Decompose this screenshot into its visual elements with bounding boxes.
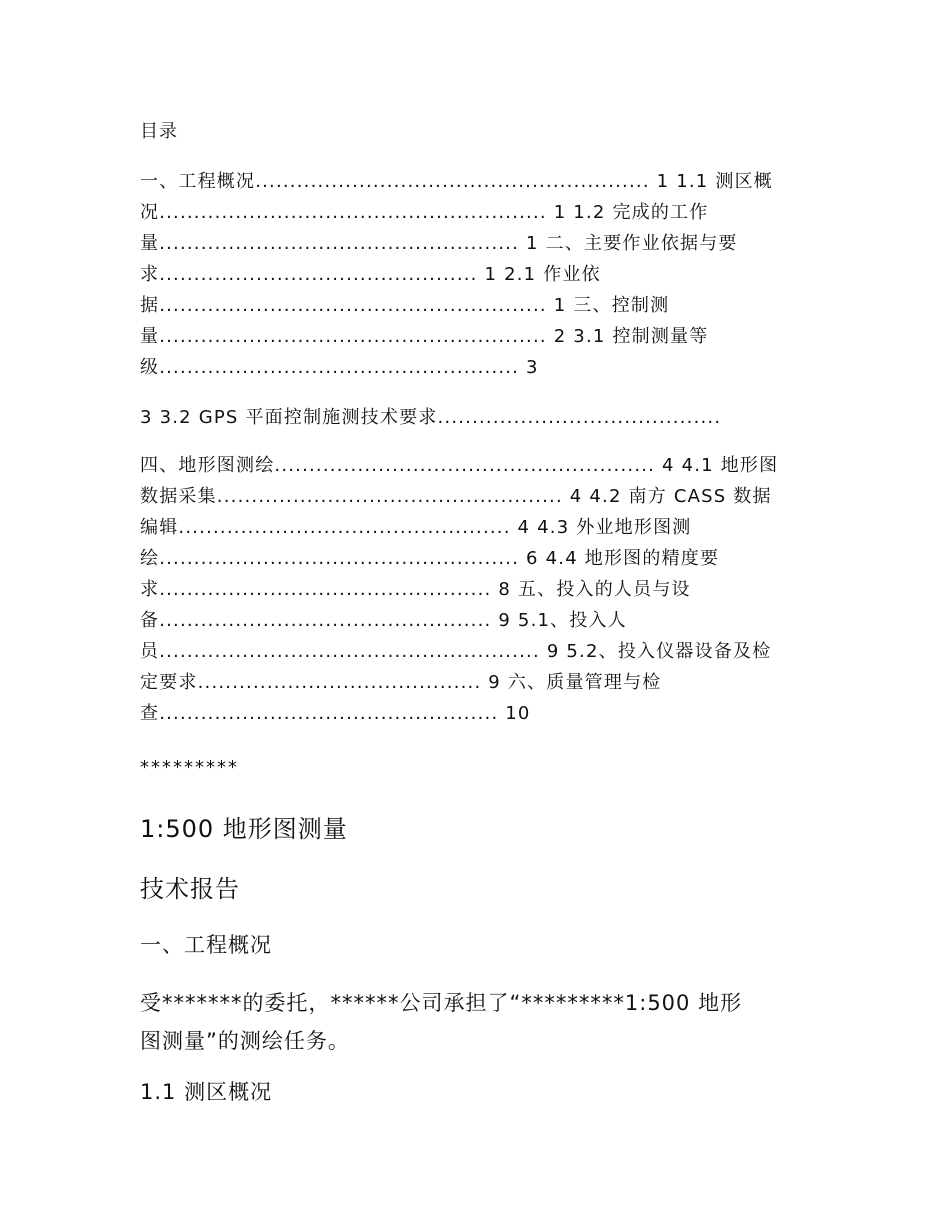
toc-line: 求................................................ 8 五、投入的人员与设 bbox=[140, 579, 691, 600]
section-heading: 一、工程概况 bbox=[140, 933, 272, 957]
document-title: 1:500 地形图测量 bbox=[140, 815, 348, 843]
toc-block bbox=[140, 166, 820, 383]
toc-title: 目录 bbox=[140, 121, 178, 142]
toc-line: 量........................................................ 2 3.1 控制测量等 bbox=[140, 326, 709, 347]
toc-line: 级.................................................... 3 bbox=[140, 357, 539, 378]
toc-line: 绘.................................................... 6 4.4 地形图的精度要 bbox=[140, 548, 720, 569]
toc-line: 定要求......................................... 9 六、质量管理与检 bbox=[140, 672, 662, 693]
toc-line: 据........................................................ 1 三、控制测 bbox=[140, 295, 670, 316]
toc-line: 员....................................................... 9 5.2、投入仪器设备及检 bbox=[140, 641, 772, 662]
body-paragraph bbox=[140, 984, 830, 1060]
toc-block bbox=[140, 402, 820, 433]
separator: ********* bbox=[140, 757, 239, 778]
toc-line: 量.................................................... 1 二、主要作业依据与要 bbox=[140, 233, 738, 254]
toc-line: 数据采集.................................................. 4 4.2 南方 CASS 数据 bbox=[140, 486, 772, 507]
toc-line: 求.............................................. 1 2.1 作业依 bbox=[140, 264, 601, 285]
subsection-heading: 1.1 测区概况 bbox=[140, 1080, 273, 1104]
paragraph-line: 图测量”的测绘任务。 bbox=[140, 1029, 350, 1053]
toc-line: 四、地形图测绘....................................................... 4 4.1 地形图 bbox=[140, 455, 779, 476]
document-subtitle: 技术报告 bbox=[140, 875, 240, 903]
toc-line: 一、工程概况......................................................... 1 1.1 测区概 bbox=[140, 171, 773, 192]
toc-block bbox=[140, 450, 820, 729]
toc-line: 况........................................................ 1 1.2 完成的工作 bbox=[140, 202, 709, 223]
toc-line: 编辑................................................ 4 4.3 外业地形图测 bbox=[140, 517, 692, 538]
toc-line: 3 3.2 GPS 平面控制施测技术要求......................................... bbox=[140, 407, 722, 428]
toc-line: 查................................................. 10 bbox=[140, 703, 531, 724]
toc-line: 备................................................ 9 5.1、投入人 bbox=[140, 610, 627, 631]
paragraph-line: 受*******的委托，******公司承担了“*********1:500 地形 bbox=[140, 991, 743, 1015]
